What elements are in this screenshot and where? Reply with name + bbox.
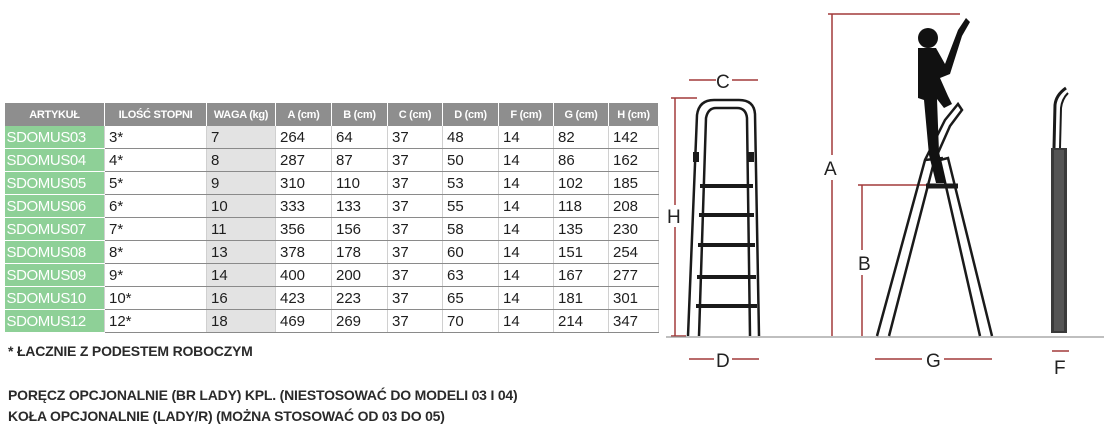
table-cell: 151: [554, 241, 609, 264]
table-cell: 65: [443, 287, 499, 310]
table-cell: 14: [499, 310, 554, 333]
table-cell: 254: [609, 241, 659, 264]
table-cell: 181: [554, 287, 609, 310]
table-cell: 37: [388, 172, 443, 195]
article-code-cell: SDOMUS10: [5, 287, 105, 310]
table-cell: 8: [207, 149, 276, 172]
table-cell: 14: [499, 195, 554, 218]
table-cell: 60: [443, 241, 499, 264]
table-cell: 287: [276, 149, 332, 172]
table-cell: 423: [276, 287, 332, 310]
table-cell: 37: [388, 195, 443, 218]
table-cell: 6*: [105, 195, 207, 218]
table-cell: 16: [207, 287, 276, 310]
table-cell: 9: [207, 172, 276, 195]
folded-ladder-side-view: [1051, 88, 1068, 333]
article-code-cell: SDOMUS06: [5, 195, 105, 218]
wheels-note: KOŁA OPCJONALNIE (LADY/R) (MOŻNA STOSOWAĆ OD 03 DO 05): [8, 408, 445, 424]
table-cell: 110: [332, 172, 388, 195]
table-cell: 63: [443, 264, 499, 287]
table-cell: 8*: [105, 241, 207, 264]
table-cell: 135: [554, 218, 609, 241]
article-code-cell: SDOMUS03: [5, 126, 105, 149]
table-cell: 162: [609, 149, 659, 172]
column-header: F (cm): [499, 103, 554, 126]
table-cell: 48: [443, 126, 499, 149]
article-code-cell: SDOMUS08: [5, 241, 105, 264]
column-header: WAGA (kg): [207, 103, 276, 126]
table-cell: 156: [332, 218, 388, 241]
table-cell: 14: [499, 126, 554, 149]
table-cell: 37: [388, 149, 443, 172]
table-cell: 133: [332, 195, 388, 218]
dimension-label-d: D: [716, 351, 730, 372]
column-header: B (cm): [332, 103, 388, 126]
column-header: ILOŚĆ STOPNI: [105, 103, 207, 126]
column-header: G (cm): [554, 103, 609, 126]
table-cell: 10: [207, 195, 276, 218]
column-header: D (cm): [443, 103, 499, 126]
dimension-label-h: H: [667, 207, 681, 228]
table-cell: 142: [609, 126, 659, 149]
table-cell: 37: [388, 126, 443, 149]
table-cell: 37: [388, 264, 443, 287]
table-cell: 178: [332, 241, 388, 264]
dimension-labels: [667, 72, 1066, 379]
dimension-label-c: C: [716, 72, 730, 93]
table-cell: 87: [332, 149, 388, 172]
table-cell: 230: [609, 218, 659, 241]
table-cell: 200: [332, 264, 388, 287]
table-cell: 53: [443, 172, 499, 195]
table-cell: 102: [554, 172, 609, 195]
dimension-label-f: F: [1054, 358, 1066, 379]
dimension-label-a: A: [824, 159, 837, 180]
table-cell: 10*: [105, 287, 207, 310]
table-cell: 310: [276, 172, 332, 195]
article-code-cell: SDOMUS04: [5, 149, 105, 172]
article-code-cell: SDOMUS12: [5, 310, 105, 333]
table-cell: 333: [276, 195, 332, 218]
table-cell: 5*: [105, 172, 207, 195]
front-view-ladder: [688, 100, 759, 336]
table-cell: 14: [499, 218, 554, 241]
handrail-note: PORĘCZ OPCJONALNIE (BR LADY) KPL. (NIESTOSOWAĆ DO MODELI 03 I 04): [8, 387, 518, 403]
table-cell: 37: [388, 218, 443, 241]
table-cell: 11: [207, 218, 276, 241]
table-cell: 14: [499, 149, 554, 172]
table-cell: 70: [443, 310, 499, 333]
table-cell: 264: [276, 126, 332, 149]
table-cell: 64: [332, 126, 388, 149]
table-cell: 185: [609, 172, 659, 195]
table-cell: 55: [443, 195, 499, 218]
table-cell: 223: [332, 287, 388, 310]
table-cell: 7*: [105, 218, 207, 241]
table-cell: 469: [276, 310, 332, 333]
table-cell: 269: [332, 310, 388, 333]
column-header: A (cm): [276, 103, 332, 126]
table-cell: 400: [276, 264, 332, 287]
article-code-cell: SDOMUS09: [5, 264, 105, 287]
dimension-label-g: G: [926, 351, 941, 372]
table-cell: 4*: [105, 149, 207, 172]
table-cell: 58: [443, 218, 499, 241]
table-cell: 18: [207, 310, 276, 333]
column-header: ARTYKUŁ: [5, 103, 105, 126]
table-cell: 7: [207, 126, 276, 149]
table-cell: 82: [554, 126, 609, 149]
table-cell: 301: [609, 287, 659, 310]
table-cell: 356: [276, 218, 332, 241]
table-cell: 86: [554, 149, 609, 172]
asterisk-note: * ŁACZNIE Z PODESTEM ROBOCZYM: [8, 343, 253, 359]
column-header: H (cm): [609, 103, 659, 126]
table-cell: 14: [499, 287, 554, 310]
table-cell: 214: [554, 310, 609, 333]
table-cell: 347: [609, 310, 659, 333]
table-cell: 37: [388, 310, 443, 333]
table-cell: 118: [554, 195, 609, 218]
table-cell: 14: [207, 264, 276, 287]
table-cell: 277: [609, 264, 659, 287]
dimension-label-b: B: [858, 254, 871, 275]
table-cell: 14: [499, 172, 554, 195]
table-cell: 208: [609, 195, 659, 218]
column-header: C (cm): [388, 103, 443, 126]
article-code-cell: SDOMUS07: [5, 218, 105, 241]
table-cell: 14: [499, 241, 554, 264]
table-cell: 14: [499, 264, 554, 287]
table-cell: 167: [554, 264, 609, 287]
table-cell: 37: [388, 287, 443, 310]
table-cell: 50: [443, 149, 499, 172]
table-cell: 13: [207, 241, 276, 264]
table-cell: 37: [388, 241, 443, 264]
table-cell: 3*: [105, 126, 207, 149]
table-cell: 378: [276, 241, 332, 264]
table-cell: 9*: [105, 264, 207, 287]
article-code-cell: SDOMUS05: [5, 172, 105, 195]
table-cell: 12*: [105, 310, 207, 333]
